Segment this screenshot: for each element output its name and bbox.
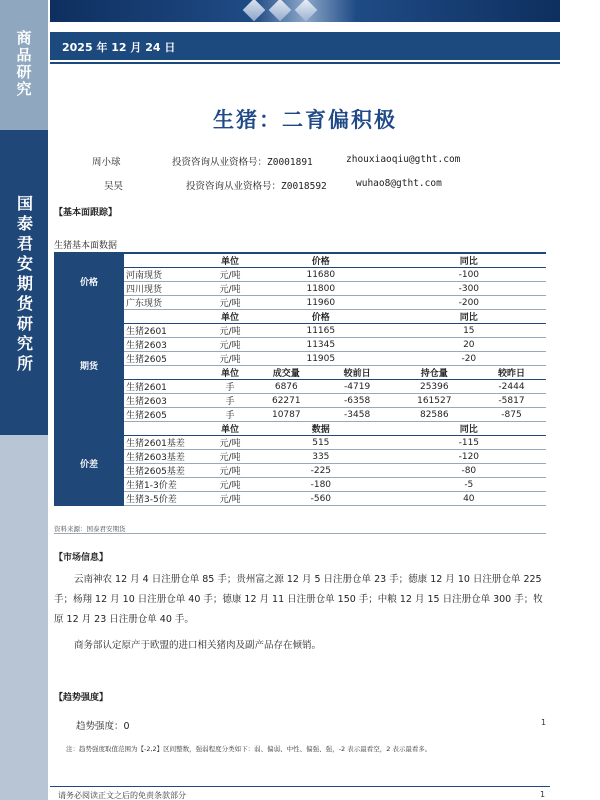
- category-cell: 期货: [54, 310, 124, 422]
- volume-change-cell: -4719: [323, 380, 392, 394]
- author-license: 投资咨询从业资格号：Z0001891: [172, 157, 313, 168]
- table-row: [54, 282, 546, 296]
- table-source: 资料来源：国泰君安期货: [54, 525, 126, 533]
- table-row: [54, 492, 546, 506]
- table-header-row: [54, 310, 546, 324]
- volume-cell: 10787: [250, 408, 323, 422]
- column-header: 单位: [210, 422, 250, 436]
- yoy-cell: -115: [392, 436, 546, 450]
- unit-cell: 元/吨: [210, 436, 250, 450]
- yoy-cell: 20: [392, 338, 546, 352]
- top-banner: [50, 0, 560, 22]
- diamond-decoration: [269, 0, 292, 21]
- column-header: 数据: [250, 422, 392, 436]
- column-header: 单位: [210, 366, 250, 380]
- row-label: 生猪2603: [124, 338, 210, 352]
- sidebar-institute-label: 国泰君安期货研究所: [14, 195, 34, 375]
- category-cell: 价差: [54, 422, 124, 506]
- section-trend: 【趋势强度】: [54, 693, 109, 703]
- row-label: 生猪1-3价差: [124, 478, 210, 492]
- row-label: 生猪2605: [124, 408, 210, 422]
- table-row: [54, 408, 546, 422]
- open-interest-cell: 82586: [392, 408, 477, 422]
- column-header: 成交量: [250, 366, 323, 380]
- open-interest-change-cell: -5817: [477, 394, 546, 408]
- page-title: 生猪：二育偏积极: [213, 108, 397, 132]
- page-number: 1: [540, 790, 546, 799]
- table-row: [54, 268, 546, 282]
- trend-strength-value: 趋势强度：0: [76, 721, 130, 732]
- yoy-cell: -100: [392, 268, 546, 282]
- section-market-info: 【市场信息】: [54, 553, 109, 563]
- volume-change-cell: -3458: [323, 408, 392, 422]
- column-header: 价格: [250, 253, 392, 268]
- header-divider: [50, 62, 560, 64]
- unit-cell: 元/吨: [210, 268, 250, 282]
- yoy-cell: -300: [392, 282, 546, 296]
- yoy-cell: 15: [392, 324, 546, 338]
- diamond-decoration: [295, 0, 318, 21]
- market-info-body: [54, 570, 546, 656]
- value-cell: 11960: [250, 296, 392, 310]
- divider: [54, 533, 546, 534]
- table-row: [54, 324, 546, 338]
- table-header-row: [54, 253, 546, 268]
- date-bar: [50, 32, 560, 60]
- table-row: [54, 352, 546, 366]
- unit-cell: 元/吨: [210, 296, 250, 310]
- unit-cell: 元/吨: [210, 338, 250, 352]
- volume-change-cell: -6358: [323, 394, 392, 408]
- column-header: 同比: [392, 253, 546, 268]
- row-label: 生猪3-5价差: [124, 492, 210, 506]
- unit-cell: 元/吨: [210, 492, 250, 506]
- author-name: 吴昊: [104, 181, 124, 192]
- value-cell: 11165: [250, 324, 392, 338]
- open-interest-cell: 161527: [392, 394, 477, 408]
- row-label: 生猪2603基差: [124, 450, 210, 464]
- value-cell: 11345: [250, 338, 392, 352]
- yoy-cell: -80: [392, 464, 546, 478]
- table-row: [54, 436, 546, 450]
- table-row: [54, 478, 546, 492]
- value-cell: 11680: [250, 268, 392, 282]
- volume-cell: 62271: [250, 394, 323, 408]
- value-cell: -180: [250, 478, 392, 492]
- yoy-cell: -5: [392, 478, 546, 492]
- unit-cell: 手: [210, 380, 250, 394]
- yoy-cell: -120: [392, 450, 546, 464]
- table-title: 生猪基本面数据: [54, 241, 118, 251]
- row-label: 生猪2605基差: [124, 464, 210, 478]
- table-row: [54, 394, 546, 408]
- unit-cell: 元/吨: [210, 324, 250, 338]
- unit-cell: 元/吨: [210, 464, 250, 478]
- row-label: 生猪2603: [124, 394, 210, 408]
- value-cell: 335: [250, 450, 392, 464]
- column-header: 单位: [210, 253, 250, 268]
- row-label: 生猪2601: [124, 324, 210, 338]
- table-row: [54, 450, 546, 464]
- trend-note: 注：趋势强度取值范围为【-2,2】区间整数，强弱程度分类如下：弱、偏弱、中性、偏强、强，-2 表示最看空，2 表示最看多。: [66, 745, 432, 753]
- column-header: 同比: [392, 422, 546, 436]
- column-header: 价格: [250, 310, 392, 324]
- unit-cell: 手: [210, 394, 250, 408]
- row-label: 河南现货: [124, 268, 210, 282]
- yoy-cell: 40: [392, 492, 546, 506]
- side-page-mark: 1: [541, 718, 547, 727]
- value-cell: -225: [250, 464, 392, 478]
- open-interest-change-cell: -875: [477, 408, 546, 422]
- value-cell: 11800: [250, 282, 392, 296]
- report-date: 2025 年 12 月 24 日: [62, 41, 176, 54]
- value-cell: 11905: [250, 352, 392, 366]
- open-interest-change-cell: -2444: [477, 380, 546, 394]
- author-email[interactable]: wuhao8@gtht.com: [356, 178, 442, 189]
- yoy-cell: -20: [392, 352, 546, 366]
- table-row: [54, 464, 546, 478]
- unit-cell: 元/吨: [210, 282, 250, 296]
- row-label: 生猪2601基差: [124, 436, 210, 450]
- volume-cell: 6876: [250, 380, 323, 394]
- diamond-decoration: [243, 0, 266, 21]
- section-fundamentals: 【基本面跟踪】: [54, 208, 118, 218]
- open-interest-cell: 25396: [392, 380, 477, 394]
- sidebar-category-label: 商品研究: [14, 30, 33, 98]
- column-header: 持仓量: [392, 366, 477, 380]
- value-cell: -560: [250, 492, 392, 506]
- author-email[interactable]: zhouxiaoqiu@gtht.com: [346, 154, 461, 165]
- unit-cell: 元/吨: [210, 450, 250, 464]
- row-label: 广东现货: [124, 296, 210, 310]
- unit-cell: 元/吨: [210, 478, 250, 492]
- row-label: 四川现货: [124, 282, 210, 296]
- footer-divider: [50, 786, 550, 787]
- value-cell: 515: [250, 436, 392, 450]
- author-name: 周小球: [92, 157, 121, 168]
- author-license: 投资咨询从业资格号：Z0018592: [186, 181, 327, 192]
- row-label: 生猪2601: [124, 380, 210, 394]
- category-cell: 价格: [54, 253, 124, 310]
- paragraph: 云南神农 12 月 4 日注册仓单 85 手；贵州富之源 12 月 5 日注册仓单 23 手；德康 12 月 10 日注册仓单 225 手；杨翔 12 月 10 日注册仓单 40 手；德康 12 月 11 日注册仓单 150 手；中粮 12 月 15 日注册仓单 300 手；牧原 12 月 23 日注册仓单 40 手。: [54, 574, 543, 625]
- unit-cell: 手: [210, 408, 250, 422]
- row-label: 生猪2605: [124, 352, 210, 366]
- yoy-cell: -200: [392, 296, 546, 310]
- footer-disclaimer[interactable]: 请务必阅读正文之后的免责条款部分: [58, 791, 186, 800]
- table-row: [54, 338, 546, 352]
- column-header: 单位: [210, 310, 250, 324]
- unit-cell: 元/吨: [210, 352, 250, 366]
- table-header-row: [54, 422, 546, 436]
- column-header: 同比: [392, 310, 546, 324]
- column-header: 较前日: [323, 366, 392, 380]
- table-row: [54, 296, 546, 310]
- table-row: [54, 380, 546, 394]
- fundamentals-table: [54, 252, 546, 506]
- paragraph: 商务部认定原产于欧盟的进口相关猪肉及副产品存在倾销。: [74, 640, 322, 651]
- column-header: 较昨日: [477, 366, 546, 380]
- table-header-row: [54, 366, 546, 380]
